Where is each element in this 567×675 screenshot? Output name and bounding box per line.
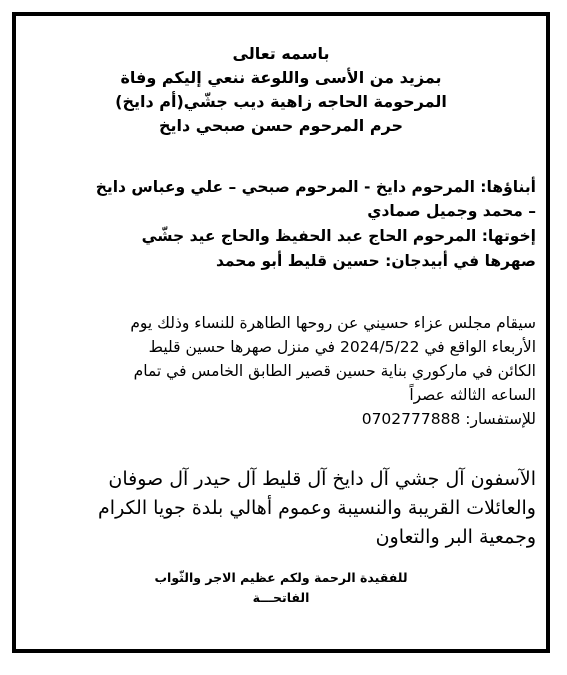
brothers-line: إخوتها: المرحوم الحاج عبد الحفيظ والحاج عيد جشّي: [141, 227, 536, 245]
mourners-line-2: والعائلات القريبة والنسيبة وعموم أهالي بلدة جويا الكرام: [98, 497, 536, 519]
deceased-husband: حرم المرحوم حسن صبحي دايخ: [158, 116, 404, 135]
fatiha-line: الفاتحـــة: [252, 590, 310, 605]
deceased-name: المرحومة الحاجه زاهية ديب جشّي(أم دايخ): [115, 92, 447, 111]
sons-line-2: – محمد وجميل صمادي: [367, 202, 536, 220]
inquiry-phone: للإستفسار: 0702777888: [361, 410, 536, 428]
condolence-line: للفقيدة الرحمة ولكم عظيم الاجر والثّواب: [154, 570, 408, 585]
mourners-line-1: الآسفون آل جشي آل دايخ آل قليط آل حيدر آل صوفان: [108, 468, 536, 490]
header-announcement: بمزيد من الأسى واللوعة ننعي إليكم وفاة: [120, 68, 442, 87]
header-basmala: باسمه تعالى: [232, 44, 330, 63]
majlis-line-4: الساعه الثالثه عصراً: [409, 386, 536, 404]
sons-line-1: أبناؤها: المرحوم دايخ - المرحوم صبحي – علي وعباس دايخ: [95, 178, 536, 196]
majlis-line-2: الأربعاء الواقع في 2024/5/22 في منزل صهرها حسين قليط: [148, 338, 536, 356]
son-in-law-line: صهرها في أبيدجان: حسين قليط أبو محمد: [215, 252, 536, 270]
majlis-line-3: الكائن في ماركوري بناية حسين قصير الطابق الخامس في تمام: [133, 362, 536, 380]
mourners-line-3: وجمعية البر والتعاون: [375, 526, 536, 548]
obituary-notice: [16, 16, 546, 649]
majlis-line-1: سيقام مجلس عزاء حسيني عن روحها الطاهرة للنساء وذلك يوم: [130, 314, 536, 332]
